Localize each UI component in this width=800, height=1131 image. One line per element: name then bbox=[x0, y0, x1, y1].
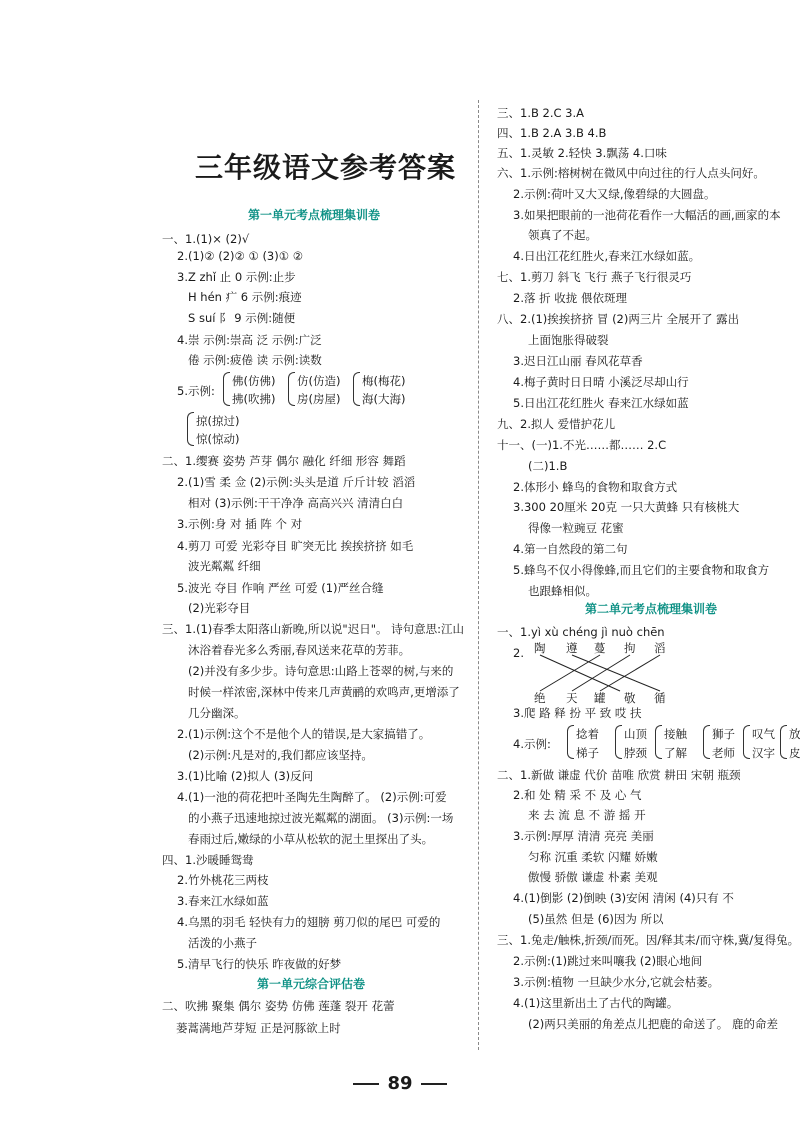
right-answer-line: 梯子 bbox=[576, 746, 599, 760]
left-answer-line: 一、1.(1)× (2)√ bbox=[162, 232, 250, 246]
match-top-word: 遵 bbox=[566, 641, 578, 655]
match-bottom-word: 罐 bbox=[594, 691, 606, 705]
left-answer-line: 海(大海) bbox=[362, 392, 406, 406]
right-answer-line: 4.(1)这里新出土了古代的陶罐。 bbox=[513, 996, 679, 1010]
left-answer-line: S suí 阝 9 示例:随便 bbox=[188, 311, 296, 325]
right-answer-line: 六、1.示例:榕树树在微风中向过往的行人点头问好。 bbox=[497, 166, 765, 180]
left-answer-line: 5.波光 夺目 作响 严丝 可爱 (1)严丝合缝 bbox=[177, 581, 384, 595]
left-answer-line: 蒌蒿满地芦芽短 正是河豚欲上时 bbox=[176, 1021, 341, 1035]
right-answer-line: 4.日出江花红胜火,春来江水绿如蓝。 bbox=[513, 249, 701, 263]
right-answer-line: 4.(1)倒影 (2)倒映 (3)安闲 清闲 (4)只有 不 bbox=[513, 891, 734, 905]
right-answer-line: 5.日出江花红胜火 春来江水绿如蓝 bbox=[513, 396, 689, 410]
match-top-word: 拘 bbox=[624, 641, 636, 655]
column-divider bbox=[478, 100, 479, 1050]
right-answer-line: 匀称 沉重 柔软 闪耀 娇嫩 bbox=[528, 850, 658, 864]
right-answer-line: 得像一粒豌豆 花蜜 bbox=[528, 521, 624, 535]
right-answer-line: 也跟蜂相似。 bbox=[528, 584, 597, 598]
right-answer-line: 九、2.拟人 爱惜护花儿 bbox=[497, 417, 616, 431]
brace-left-3 bbox=[353, 372, 360, 406]
left-answer-line: 2.(1)雪 柔 佥 (2)示例:头头是道 斤斤计较 滔滔 bbox=[177, 475, 416, 489]
page-title: 三年级语文参考答案 bbox=[195, 151, 457, 184]
right-answer-line: 捻着 bbox=[576, 727, 599, 741]
left-answer-line: 三、1.(1)春季太阳落山新晚,所以说"迟日"。 诗句意思:江山 bbox=[162, 622, 465, 636]
right-answer-line: 3.300 20厘米 20克 一只大黄蜂 只有核桃大 bbox=[513, 500, 740, 514]
left-answer-line: 四、1.沙暖睡鸳鸯 bbox=[162, 853, 254, 867]
brace-right-6 bbox=[780, 725, 787, 759]
brace-right-3 bbox=[655, 725, 662, 759]
right-answer-line: 2.落 折 收拢 偎依斑理 bbox=[513, 291, 627, 305]
left-answer-line: 相对 (3)示例:干干净净 高高兴兴 清清白白 bbox=[188, 496, 404, 510]
match-top-word: 滔 bbox=[654, 641, 666, 655]
left-answer-line: 掠(掠过) bbox=[196, 414, 240, 428]
left-answer-line: H hén 疒 6 示例:痕迹 bbox=[188, 290, 302, 304]
match-top-word: 蔓 bbox=[594, 641, 606, 655]
left-answer-line: 4.剪刀 可爱 光彩夺目 旷突无比 挨挨挤挤 如毛 bbox=[177, 539, 414, 553]
section-heading-unit2-review: 第二单元考点梳理集训卷 bbox=[585, 602, 718, 616]
match-bottom-word: 敬 bbox=[624, 691, 636, 705]
left-answer-line: 几分幽深。 bbox=[188, 706, 246, 720]
right-answer-line: 2. bbox=[513, 646, 524, 660]
right-answer-line: 5.蜂鸟不仅小得像蜂,而且它们的主要食物和取食方 bbox=[513, 563, 770, 577]
right-answer-line: 4.示例: bbox=[513, 737, 551, 751]
right-answer-line: 领真了不起。 bbox=[528, 228, 597, 242]
right-answer-line: 2.示例:荷叶又大又绿,像碧绿的大圆盘。 bbox=[513, 187, 716, 201]
right-answer-line: 3.示例:植物 一旦缺少水分,它就会枯萎。 bbox=[513, 975, 720, 989]
right-answer-line: 2.和 处 精 采 不 及 心 气 bbox=[513, 788, 642, 802]
right-answer-line: 八、2.(1)挨挨挤挤 冒 (2)两三片 全展开了 露出 bbox=[497, 312, 740, 326]
left-answer-line: 4.(1)一池的荷花把叶圣陶先生陶醉了。 (2)示例:可爱 bbox=[177, 790, 447, 804]
section-heading-unit1-review: 第一单元考点梳理集训卷 bbox=[248, 208, 381, 222]
right-answer-line: 2.示例:(1)跳过来叫嚷我 (2)眼心地间 bbox=[513, 954, 703, 968]
right-answer-line: 老师 bbox=[712, 746, 735, 760]
left-answer-line: 2.(1)示例:这个不是他个人的错误,是大家搞错了。 bbox=[177, 727, 431, 741]
left-answer-line: 2.(1)② (2)② ① (3)① ② bbox=[177, 249, 304, 263]
right-answer-line: 3.示例:厚厚 清清 亮亮 美丽 bbox=[513, 829, 654, 843]
left-answer-line: (2)光彩夺目 bbox=[188, 601, 251, 615]
left-answer-line: 5.清早飞行的快乐 昨夜做的好梦 bbox=[177, 957, 342, 971]
left-answer-line: 波光粼粼 纤细 bbox=[188, 559, 261, 573]
right-answer-line: 3.爬 路 释 扮 平 致 哎 扶 bbox=[513, 706, 642, 720]
left-answer-line: 2.竹外桃花三两枝 bbox=[177, 873, 269, 887]
right-answer-line: 3.迟日江山丽 春风花草香 bbox=[513, 354, 643, 368]
right-answer-line: 傲慢 骄傲 谦虚 朴素 美观 bbox=[528, 870, 658, 884]
left-answer-line: 时候一样浓密,深林中传来几声黄鹂的欢鸣声,更增添了 bbox=[188, 685, 460, 699]
brace-right-2 bbox=[615, 725, 622, 759]
right-answer-line: 十一、(一)1.不光……都…… 2.C bbox=[497, 438, 667, 452]
brace-left-4 bbox=[187, 412, 194, 446]
right-answer-line: 四、1.B 2.A 3.B 4.B bbox=[497, 126, 607, 140]
right-answer-line: 三、1.兔走/触株,折颈/而死。因/释其耒/而守株,冀/复得兔。 bbox=[497, 933, 800, 947]
right-answer-line: 狮子 bbox=[712, 727, 735, 741]
right-answer-line: 放 bbox=[789, 727, 800, 741]
right-answer-line: 叹气 bbox=[752, 727, 775, 741]
right-answer-line: 4.梅子黄时日日晴 小溪泛尽却山行 bbox=[513, 375, 689, 389]
left-answer-line: 二、1.缨赛 姿势 芦芽 偶尔 融化 纤细 形容 舞蹈 bbox=[162, 454, 406, 468]
left-answer-line: 倦 示例:疲倦 读 示例:读数 bbox=[188, 353, 322, 367]
left-answer-line: 沐浴着春光多么秀丽,春风送来花草的芳菲。 bbox=[188, 643, 411, 657]
right-answer-line: 4.第一自然段的第二句 bbox=[513, 542, 628, 556]
left-answer-line: 房(房屋) bbox=[297, 392, 341, 406]
match-bottom-word: 循 bbox=[654, 691, 666, 705]
brace-right-4 bbox=[703, 725, 710, 759]
left-answer-line: 3.(1)比喻 (2)拟人 (3)反问 bbox=[177, 769, 314, 783]
right-answer-line: 汉字 bbox=[752, 746, 775, 760]
left-answer-line: 3.春来江水绿如蓝 bbox=[177, 894, 269, 908]
left-answer-line: 惊(惊动) bbox=[196, 432, 240, 446]
brace-right-1 bbox=[567, 725, 574, 759]
brace-left-1 bbox=[223, 372, 230, 406]
right-answer-line: 皮 bbox=[789, 746, 800, 760]
left-answer-line: 拂(吹拂) bbox=[232, 392, 276, 406]
left-answer-line: 的小燕子迅速地掠过波光粼粼的湖面。 (3)示例:一场 bbox=[188, 811, 454, 825]
match-top-word: 陶 bbox=[534, 641, 546, 655]
right-answer-line: 接触 bbox=[664, 727, 687, 741]
left-answer-line: 二、吹拂 聚集 偶尔 姿势 仿佛 莲蓬 裂开 花蕾 bbox=[162, 999, 395, 1013]
right-answer-line: 了解 bbox=[664, 746, 687, 760]
right-answer-line: 脖颈 bbox=[624, 746, 647, 760]
right-answer-line: 一、1.yì xù chéng jì nuò chēn bbox=[497, 625, 665, 639]
right-answer-line: 三、1.B 2.C 3.A bbox=[497, 106, 585, 120]
left-answer-line: 4.崇 示例:崇高 泛 示例:广泛 bbox=[177, 333, 322, 347]
match-bottom-word: 绝 bbox=[534, 691, 546, 705]
left-answer-line: 活泼的小燕子 bbox=[188, 936, 257, 950]
left-answer-line: 5.示例: bbox=[177, 384, 215, 398]
left-answer-line: 3.示例:身 对 插 阵 个 对 bbox=[177, 517, 303, 531]
left-answer-line: 3.Z zhǐ 止 0 示例:止步 bbox=[177, 270, 296, 284]
right-answer-line: (二)1.B bbox=[528, 459, 568, 473]
right-answer-line: 五、1.灵敏 2.轻快 3.飘荡 4.口味 bbox=[497, 146, 667, 160]
right-answer-line: 2.体形小 蜂鸟的食物和取食方式 bbox=[513, 480, 678, 494]
right-answer-line: 来 去 流 息 不 游 摇 开 bbox=[528, 808, 646, 822]
left-answer-line: (2)并没有多少步。诗句意思:山路上苍翠的树,与来的 bbox=[188, 664, 454, 678]
brace-right-5 bbox=[743, 725, 750, 759]
right-answer-line: 山顶 bbox=[624, 727, 647, 741]
right-answer-line: 七、1.剪刀 斜飞 飞行 燕子飞行很灵巧 bbox=[497, 270, 692, 284]
right-answer-line: (2)两只美丽的角差点儿把鹿的命送了。 鹿的命差 bbox=[528, 1017, 778, 1031]
right-answer-line: 上面饱胀得破裂 bbox=[528, 333, 609, 347]
left-answer-line: 仿(仿造) bbox=[297, 374, 341, 388]
left-answer-line: (2)示例:凡是对的,我们都应该坚持。 bbox=[188, 748, 373, 762]
brace-left-2 bbox=[288, 372, 295, 406]
page-number: 89 bbox=[0, 1073, 800, 1094]
right-answer-line: 3.如果把眼前的一池荷花看作一大幅活的画,画家的本 bbox=[513, 208, 781, 222]
right-answer-line: (5)虽然 但是 (6)因为 所以 bbox=[528, 912, 664, 926]
right-answer-line: 二、1.新做 谦虚 代价 苗唯 欣赏 耕田 宋朝 瓶颈 bbox=[497, 768, 741, 782]
left-answer-line: 4.乌黑的羽毛 轻快有力的翅膀 剪刀似的尾巴 可爱的 bbox=[177, 915, 441, 929]
left-answer-line: 梅(梅花) bbox=[362, 374, 406, 388]
left-answer-line: 佛(仿佛) bbox=[232, 374, 276, 388]
left-answer-line: 春雨过后,嫩绿的小草从松软的泥土里探出了头。 bbox=[188, 832, 434, 846]
match-bottom-word: 天 bbox=[566, 691, 578, 705]
section-heading-unit1-assessment: 第一单元综合评估卷 bbox=[257, 977, 366, 991]
